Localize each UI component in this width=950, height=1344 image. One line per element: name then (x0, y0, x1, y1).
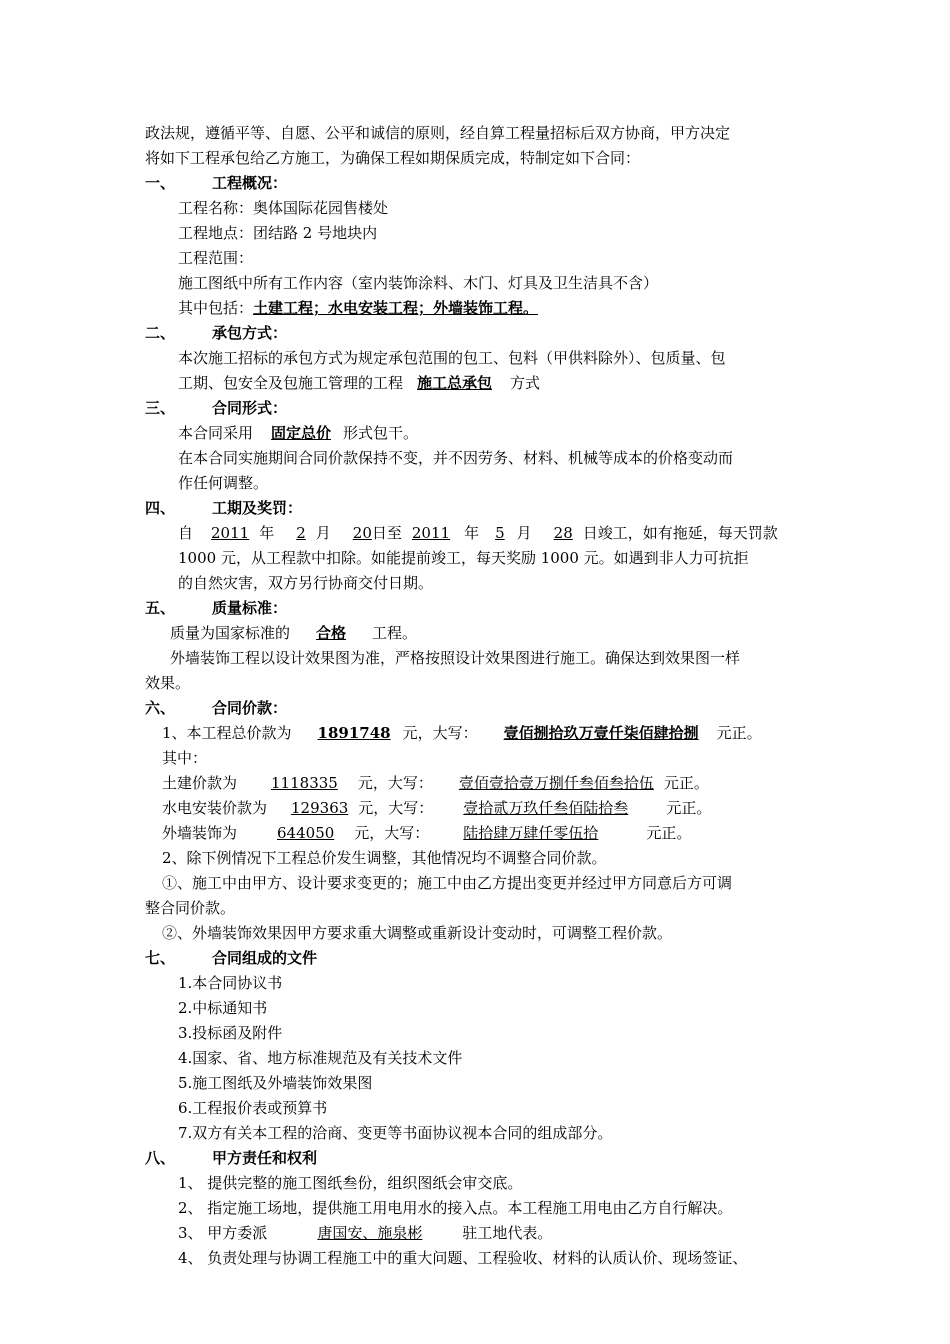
total-price-words: 壹佰捌拾玖万壹仟柒佰肆拾捌 (503, 724, 699, 742)
end-day: 28 (553, 524, 573, 542)
quality-line-3: 效果。 (145, 674, 191, 692)
facade-price-suffix: 元正。 (646, 824, 692, 842)
quality-line-1 (170, 621, 417, 646)
mep-price-value: 129363 (291, 799, 349, 817)
total-price-label: 1、本工程总价款为 (162, 724, 292, 742)
mep-price-suffix: 元正。 (666, 799, 712, 817)
start-day: 20 (352, 524, 372, 542)
project-scope-content: 施工图纸中所有工作内容（室内装饰涂料、木门、灯具及卫生洁具不含） (178, 274, 659, 292)
total-words-label: 元，大写： (402, 724, 478, 742)
contract-mode-line-2 (178, 371, 540, 396)
section-8-number: 八、 (145, 1149, 176, 1167)
civil-price-label: 土建价款为 (162, 774, 238, 792)
project-scope-label: 工程范围： (178, 249, 254, 267)
includes-label: 其中包括： (178, 299, 254, 317)
year-label: 年 (259, 524, 275, 542)
civil-price-words: 壹佰壹拾壹万捌仟叁佰叁拾伍 (458, 774, 654, 792)
section-8-title: 甲方责任和权利 (212, 1149, 318, 1167)
month-label-2: 月 (516, 524, 532, 542)
contract-form-line-2: 在本合同实施期间合同价款保持不变，并不因劳务、材料、机械等成本的价格变动而 (178, 449, 734, 467)
party-a-duty-3 (178, 1221, 552, 1246)
section-6-title: 合同价款： (212, 699, 288, 717)
adjustment-case-2: ②、外墙装饰效果因甲方要求重大调整或重新设计变动时，可调整工程价款。 (162, 924, 673, 942)
schedule-line-1 (178, 521, 778, 546)
civil-price-suffix: 元正。 (663, 774, 709, 792)
adjustment-case-1a: ①、施工中由甲方、设计要求变更的；施工中由乙方提出变更并经过甲方同意后方可调 (162, 874, 733, 892)
civil-price-line (162, 771, 709, 796)
section-3-number: 三、 (145, 399, 176, 417)
start-month: 2 (296, 524, 306, 542)
project-includes (178, 296, 538, 321)
contract-form-text: 本合同采用 (178, 424, 254, 442)
doc-item: 6.工程报价表或预算书 (178, 1099, 328, 1117)
adjustment-case-1b: 整合同价款。 (145, 899, 236, 917)
party-a-duty-2: 2、 指定施工场地，提供施工用电用水的接入点。本工程施工用电由乙方自行解决。 (178, 1199, 733, 1217)
quality-value: 合格 (316, 624, 347, 642)
party-a-duty-4: 4、 负责处理与协调工程施工中的重大问题、工程验收、材料的认质认价、现场签证、 (178, 1249, 748, 1267)
month-label: 月 (315, 524, 331, 542)
total-price-suffix: 元正。 (716, 724, 762, 742)
mep-price-line (162, 796, 711, 821)
party-a-duty-1: 1、 提供完整的施工图纸叁份，组织图纸会审交底。 (178, 1174, 523, 1192)
schedule-from: 自 (178, 524, 194, 542)
project-site: 工程地点：团结路 2 号地块内 (178, 224, 378, 242)
adjustment-line: 2、除下例情况下工程总价发生调整，其他情况均不调整合同价款。 (162, 849, 607, 867)
doc-item: 3.投标函及附件 (178, 1024, 283, 1042)
civil-price-value: 1118335 (271, 774, 338, 792)
facade-price-value: 644050 (277, 824, 335, 842)
contract-mode-suffix: 方式 (510, 374, 541, 392)
total-price-value: 1891748 (317, 724, 391, 742)
doc-item: 4.国家、省、地方标准规范及有关技术文件 (178, 1049, 463, 1067)
section-2-title: 承包方式： (212, 324, 288, 342)
section-5-title: 质量标准： (212, 599, 288, 617)
intro-line-2: 将如下工程承包给乙方施工，为确保工程如期保质完成，特制定如下合同： (145, 149, 641, 167)
schedule-tail: 日竣工，如有拖延，每天罚款 (582, 524, 778, 542)
project-name: 工程名称：奥体国际花园售楼处 (178, 199, 389, 217)
quality-line-2: 外墙装饰工程以设计效果图为准，严格按照设计效果图进行施工。确保达到效果图一样 (170, 649, 741, 667)
section-4-number: 四、 (145, 499, 176, 517)
contract-mode-value: 施工总承包 (417, 374, 493, 392)
facade-price-words: 陆拾肆万肆仟零伍拾 (463, 824, 599, 842)
contract-form-line-1 (178, 421, 418, 446)
section-7-title: 合同组成的文件 (212, 949, 318, 967)
end-month: 5 (495, 524, 505, 542)
includes-value: 土建工程；水电安装工程；外墙装饰工程。 (253, 299, 539, 317)
facade-price-label: 外墙装饰为 (162, 824, 238, 842)
year-label-2: 年 (464, 524, 480, 542)
start-year: 2011 (211, 524, 250, 542)
section-7-number: 七、 (145, 949, 176, 967)
intro-line-1: 政法规，遵循平等、自愿、公平和诚信的原则，经自算工程量招标后双方协商，甲方决定 (145, 124, 731, 142)
doc-item: 7.双方有关本工程的洽商、变更等书面协议视本合同的组成部分。 (178, 1124, 613, 1142)
facade-price-line (162, 821, 691, 846)
doc-item: 2.中标通知书 (178, 999, 268, 1017)
total-price-line (162, 721, 762, 746)
contract-mode-text: 工期、包安全及包施工管理的工程 (178, 374, 404, 392)
doc-item: 1.本合同协议书 (178, 974, 283, 992)
section-5-number: 五、 (145, 599, 176, 617)
representative-label: 3、 甲方委派 (178, 1224, 268, 1242)
mep-price-words: 壹拾贰万玖仟叁佰陆拾叁 (463, 799, 629, 817)
to-label: 日至 (371, 524, 402, 542)
quality-suffix: 工程。 (372, 624, 418, 642)
among-label: 其中： (162, 749, 208, 767)
quality-text: 质量为国家标准的 (170, 624, 291, 642)
contract-form-suffix: 形式包干。 (343, 424, 419, 442)
representative-names: 唐国安、施泉彬 (317, 1224, 423, 1242)
mep-price-label: 水电安装价款为 (162, 799, 268, 817)
section-1-title: 工程概况： (212, 174, 288, 192)
schedule-line-2: 1000 元，从工程款中扣除。如能提前竣工，每天奖励 1000 元。如遇到非人力可抗拒 (178, 549, 749, 567)
section-4-title: 工期及奖罚： (212, 499, 303, 517)
section-1-number: 一、 (145, 174, 176, 192)
section-3-title: 合同形式： (212, 399, 288, 417)
facade-words-label: 元，大写： (354, 824, 430, 842)
mep-words-label: 元，大写： (358, 799, 434, 817)
section-6-number: 六、 (145, 699, 176, 717)
contract-mode-line-1: 本次施工招标的承包方式为规定承包范围的包工、包料（甲供料除外）、包质量、包 (178, 349, 726, 367)
doc-item: 5.施工图纸及外墙装饰效果图 (178, 1074, 373, 1092)
end-year: 2011 (411, 524, 451, 542)
contract-form-value: 固定总价 (271, 424, 332, 442)
section-2-number: 二、 (145, 324, 176, 342)
civil-words-label: 元，大写： (357, 774, 433, 792)
contract-form-line-3: 作任何调整。 (178, 474, 269, 492)
schedule-line-3: 的自然灾害，双方另行协商交付日期。 (178, 574, 434, 592)
representative-suffix: 驻工地代表。 (462, 1224, 553, 1242)
